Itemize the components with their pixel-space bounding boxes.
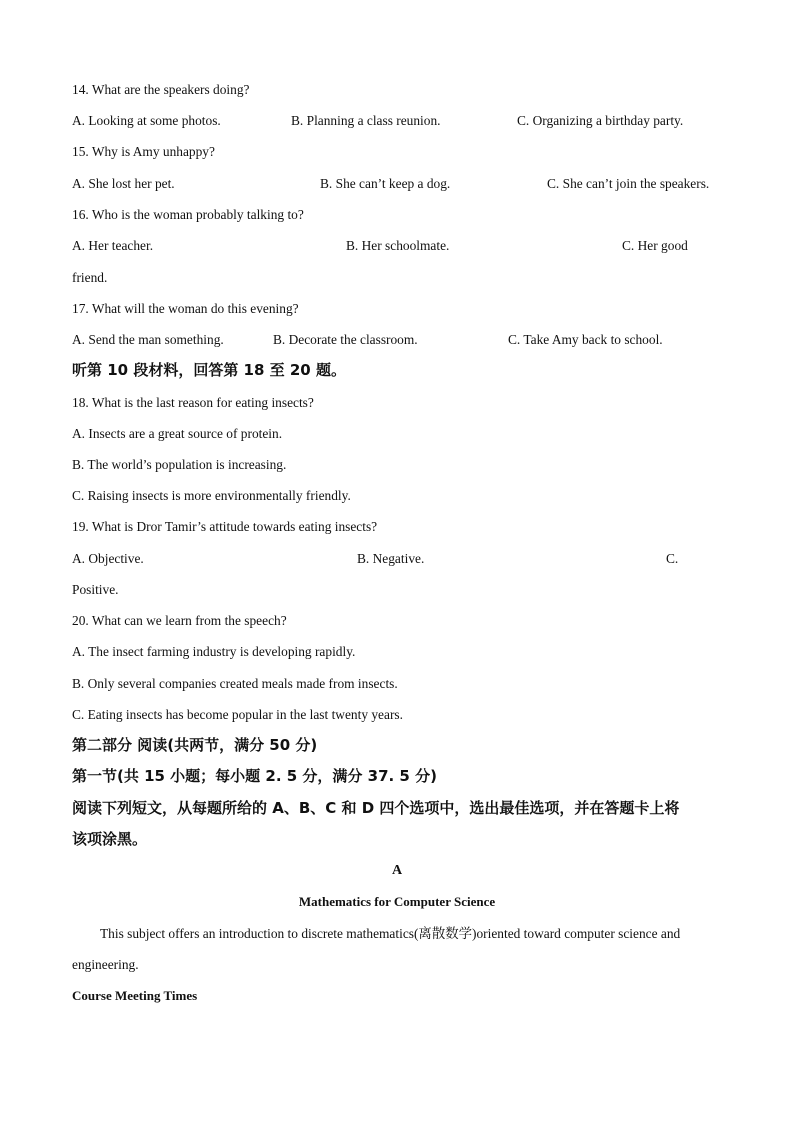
q16-option-b: B. Her schoolmate. xyxy=(346,238,450,253)
q19-option-b: B. Negative. xyxy=(357,551,425,566)
q19-option-c-continued: Positive. xyxy=(72,582,119,597)
q18-option-a: A. Insects are a great source of protein. xyxy=(72,426,283,441)
question-20: 20. What can we learn from the speech? xyxy=(72,613,287,628)
q18-option-c: C. Raising insects is more environmentally friendly. xyxy=(72,488,351,503)
q20-option-c: C. Eating insects has become popular in the last twenty years. xyxy=(72,707,403,722)
question-17: 17. What will the woman do this evening? xyxy=(72,301,299,316)
q15-option-b: B. She can’t keep a dog. xyxy=(320,176,451,191)
q17-option-b: B. Decorate the classroom. xyxy=(273,332,418,347)
question-15: 15. Why is Amy unhappy? xyxy=(72,144,215,159)
q14-option-c: C. Organizing a birthday party. xyxy=(517,113,684,128)
q14-option-b: B. Planning a class reunion. xyxy=(291,113,441,128)
passage-paragraph-line-1: This subject offers an introduction to discrete mathematics(离散数学)oriented toward computer science and xyxy=(100,926,681,941)
q20-option-b: B. Only several companies created meals made from insects. xyxy=(72,676,398,691)
q16-option-a: A. Her teacher. xyxy=(72,238,154,253)
q17-option-c: C. Take Amy back to school. xyxy=(508,332,663,347)
instruction-line-1: 阅读下列短文，从每题所给的 A、B、C 和 D 四个选项中，选出最佳选项，并在答题卡上将 xyxy=(72,799,680,817)
course-meeting-times-heading: Course Meeting Times xyxy=(72,988,198,1003)
q16-option-c: C. Her good xyxy=(622,238,688,253)
q19-option-c: C. xyxy=(666,551,679,566)
question-19: 19. What is Dror Tamir’s attitude towards eating insects? xyxy=(72,519,378,534)
part-2-heading: 第二部分 阅读(共两节，满分 50 分) xyxy=(72,736,318,754)
section-10-heading: 听第 10 段材料，回答第 18 至 20 题。 xyxy=(72,361,346,379)
q15-option-a: A. She lost her pet. xyxy=(72,176,175,191)
question-14: 14. What are the speakers doing? xyxy=(72,82,250,97)
passage-title: Mathematics for Computer Science xyxy=(298,894,496,909)
instruction-line-2: 该项涂黑。 xyxy=(72,830,148,848)
question-18: 18. What is the last reason for eating insects? xyxy=(72,395,314,410)
q15-option-c: C. She can’t join the speakers. xyxy=(547,176,710,191)
section-1-heading: 第一节(共 15 小题；每小题 2. 5 分，满分 37. 5 分) xyxy=(72,767,437,785)
q20-option-a: A. The insect farming industry is developing rapidly. xyxy=(72,644,356,659)
q18-option-b: B. The world’s population is increasing. xyxy=(72,457,287,472)
q14-option-a: A. Looking at some photos. xyxy=(72,113,221,128)
q19-option-a: A. Objective. xyxy=(72,551,144,566)
question-16: 16. Who is the woman probably talking to? xyxy=(72,207,304,222)
q16-option-c-continued: friend. xyxy=(72,270,108,285)
passage-paragraph-line-2: engineering. xyxy=(72,957,139,972)
q17-option-a: A. Send the man something. xyxy=(72,332,224,347)
passage-letter: A xyxy=(391,863,403,878)
